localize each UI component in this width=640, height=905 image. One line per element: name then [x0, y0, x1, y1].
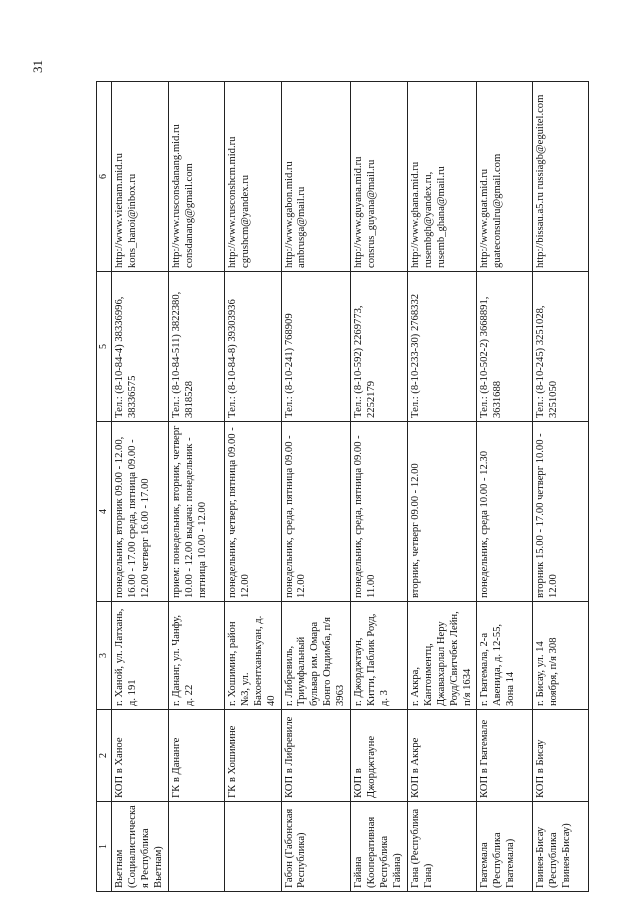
table-row: [281, 82, 351, 892]
hours-cell: понедельник, среда, пятница 09.00 - 11.00: [351, 422, 408, 602]
hours-cell: прием: понедельник, вторник, четверг 10.00 - 12.00 выдача: понедельник - пятница 10.00 - 12.00: [168, 422, 224, 602]
office-cell: ГК в Дананге: [168, 710, 224, 802]
phone-cell: Тел.: (8-10-84-4) 38336996, 38336575: [112, 272, 169, 422]
address-cell: г. Либревиль, Триумфальный бульвар им. Омара Бонго Ондимба, п/я 3963: [281, 602, 351, 710]
hours-cell: понедельник, среда 10.00 - 12.30: [477, 422, 533, 602]
contacts-cell[interactable]: http://www.gabon.mid.ru ambrusga@mail.ru: [281, 82, 351, 272]
country-cell: Гвинея-Бисау (Республика Гвинея-Бисау): [533, 802, 589, 892]
contacts-cell[interactable]: http://www.rusconshcm.mid.ru cgrushcm@yandex.ru: [224, 82, 281, 272]
country-cell: Гана (Республика Гана): [407, 802, 477, 892]
phone-cell: Тел.: (8-10-84-511) 3822380, 3818528: [168, 272, 224, 422]
country-cell: Гватемала (Республика Гватемала): [477, 802, 533, 892]
table-row: [533, 82, 589, 892]
contacts-cell[interactable]: http://www.ghana.mid.ru rusembgh@yandex.ru, rusemb_ghana@mail.ru: [407, 82, 477, 272]
hours-cell: вторник, четверг 09.00 - 12.00: [407, 422, 477, 602]
phone-cell: Тел.: (8-10-241) 768909: [281, 272, 351, 422]
office-cell: КОП в Либревиле: [281, 710, 351, 802]
header-row: [97, 82, 112, 892]
office-cell: КОП в Джорджтауне: [351, 710, 408, 802]
country-cell: Вьетнам (Социалистическая Республика Вьетнам): [112, 802, 169, 892]
phone-cell: Тел.: (8-10-233-30) 2768332: [407, 272, 477, 422]
phone-cell: Тел.: (8-10-502-2) 3668891, 3631688: [477, 272, 533, 422]
address-cell: г. Дананг, ул. Чанфу, д. 22: [168, 602, 224, 710]
office-cell: КОП в Бисау: [533, 710, 589, 802]
column-header: 6: [97, 82, 112, 272]
rotated-table-container: [96, 82, 576, 892]
column-header: 5: [97, 272, 112, 422]
phone-cell: Тел.: (8-10-245) 3251028, 3251050: [533, 272, 589, 422]
phone-cell: Тел.: (8-10-592) 2269773, 2252179: [351, 272, 408, 422]
address-cell: г. Джорджтаун, Китти, Паблик Роуд, д. 3: [351, 602, 408, 710]
country-cell: Габон (Габонская Республика): [281, 802, 351, 892]
contacts-cell[interactable]: http://www.guat.mid.ru guateconsulru@gmail.com: [477, 82, 533, 272]
column-header: 2: [97, 710, 112, 802]
table-row: [351, 82, 408, 892]
table-row: [477, 82, 533, 892]
hours-cell: вторник 15.00 - 17.00 четверг 10.00 - 12.00: [533, 422, 589, 602]
hours-cell: понедельник, четверг, пятница 09.00 - 12.00: [224, 422, 281, 602]
address-cell: г. Бисау, ул. 14 ноября, п/я 308: [533, 602, 589, 710]
address-cell: г. Хошимин, район №3, ул. Бахоентханькуан, д. 40: [224, 602, 281, 710]
country-cell: [224, 802, 281, 892]
country-cell: Гайана (Кооперативная Республика Гайана): [351, 802, 408, 892]
address-cell: г. Аккра, Кантонментц, Джавахарлал Неру Роуд/Свитчбек Лейн, п/я 1634: [407, 602, 477, 710]
office-cell: КОП в Ханое: [112, 710, 169, 802]
table-row: [407, 82, 477, 892]
contacts-cell[interactable]: http://www.vietnam.mid.ru kons_hanoi@inbox.ru: [112, 82, 169, 272]
contacts-cell[interactable]: http://www.rusconsdanang.mid.ru consdanang@gmail.com: [168, 82, 224, 272]
table-row: [224, 82, 281, 892]
page-number: 31: [30, 60, 45, 73]
address-cell: г. Гватемала, 2-а Авенида, д. 12-55, Зона 14: [477, 602, 533, 710]
office-cell: ГК в Хошимине: [224, 710, 281, 802]
column-header: 3: [97, 602, 112, 710]
contacts-cell[interactable]: http://bissau.a5.ru russiagb@eguitel.com: [533, 82, 589, 272]
table-row: [112, 82, 169, 892]
column-header: 4: [97, 422, 112, 602]
phone-cell: Тел.: (8-10-84-8) 39303936: [224, 272, 281, 422]
office-cell: КОП в Гватемале: [477, 710, 533, 802]
table-row: [168, 82, 224, 892]
hours-cell: понедельник, вторник 09.00 - 12.00, 16.00 - 17.00 среда, пятница 09.00 - 12.00 четверг 16.00 - 17.00: [112, 422, 169, 602]
office-cell: КОП в Аккре: [407, 710, 477, 802]
country-cell: [168, 802, 224, 892]
address-cell: г. Ханой, ул. Латхань, д. 191: [112, 602, 169, 710]
hours-cell: понедельник, среда, пятница 09.00 - 12.00: [281, 422, 351, 602]
contacts-cell[interactable]: http://www.guyana.mid.ru consrus_guyana@mail.ru: [351, 82, 408, 272]
column-header: 1: [97, 802, 112, 892]
consular-offices-table: [96, 81, 589, 892]
